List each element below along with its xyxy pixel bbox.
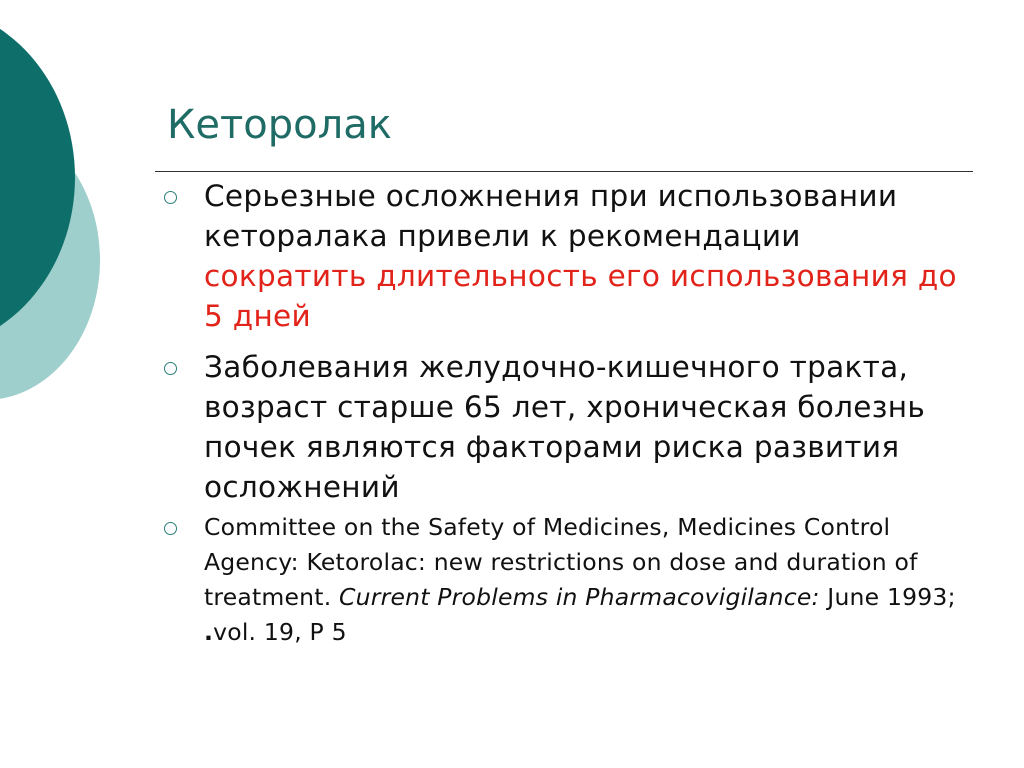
item-highlight-text: сократить длительность его использования до 5 дней [204,259,957,333]
hollow-circle-bullet-icon [164,362,177,375]
title-divider [155,171,973,172]
reference-date: June 1993; [819,583,956,611]
reference-volume: vol. 19, P 5 [213,618,347,646]
reference-text: Committee on the Safety of Medicines, Medicines Control Agency: Ketorolac: new restrictions on dose and duration of treatment. [204,513,918,611]
bullet-item-reference [164,510,964,650]
bullet-list [164,176,964,650]
item-text: Заболевания желудочно-кишечного тракта, возраст старше 65 лет, хроническая болезнь почек являются факторами риска развития осложнений [204,350,926,504]
reference-dot: . [204,618,214,646]
hollow-circle-bullet-icon [164,191,177,204]
bullet-item-risk-factors [164,347,964,507]
hollow-circle-bullet-icon [164,522,177,535]
item-text: Серьезные осложнения при использовании кеторалака привели к рекомендации [204,179,898,253]
reference-journal: Current Problems in Pharmacovigilance: [339,583,820,611]
slide-title: Кеторолак [167,102,392,148]
bullet-item-complications [164,176,964,336]
